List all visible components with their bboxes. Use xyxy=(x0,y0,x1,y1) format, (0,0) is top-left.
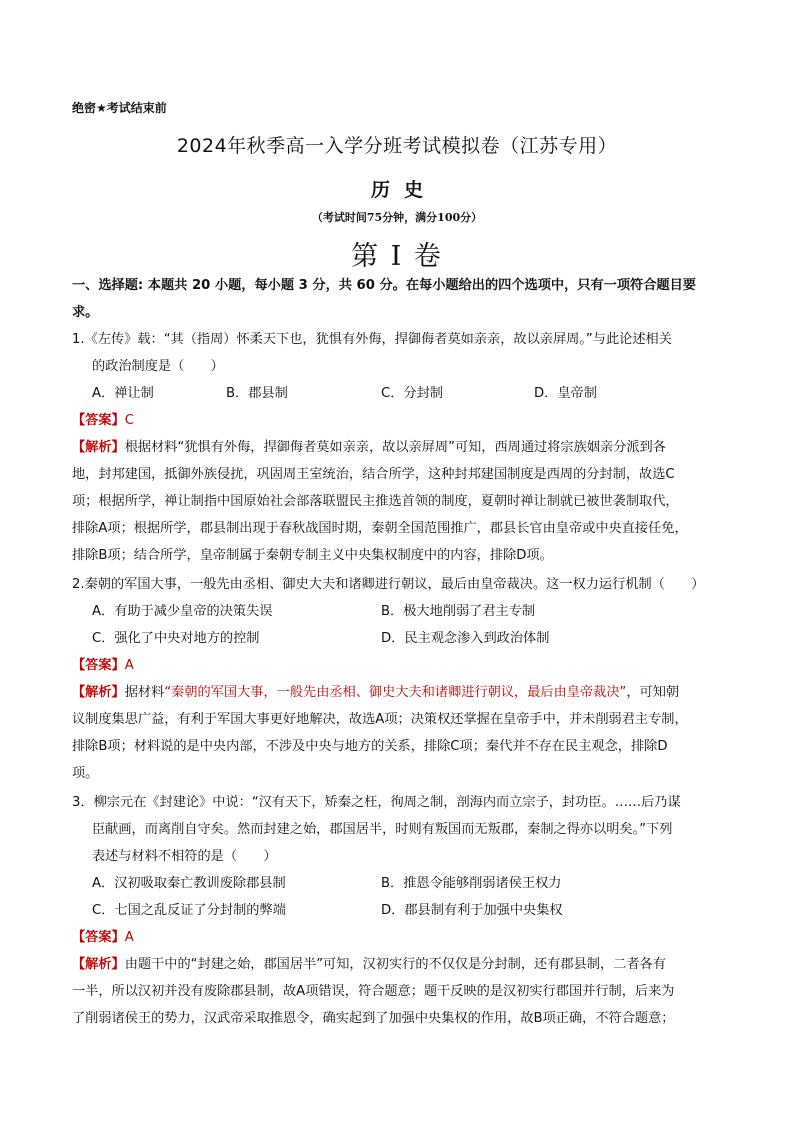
analysis-label: 【解析】 xyxy=(72,957,125,972)
q2-option-b: B．极大地削弱了君主专制 xyxy=(381,604,536,619)
q1-analysis-line4: 排除A项；根据所学，郡县制出现于春秋战国时期，秦朝全国范围推广，郡县长官由皇帝或中央直接任免， xyxy=(72,521,688,536)
q3-stem-line1: 3．柳宗元在《封建论》中说：“汉有天下，矫秦之枉，徇周之制，剖海内而立宗子，封功臣。……后乃谋 xyxy=(72,795,681,810)
analysis-suffix: ，可知朝 xyxy=(626,685,680,700)
volume-heading: 第 I 卷 xyxy=(351,241,443,272)
q3-stem-line3: 表述与材料不相符的是（ ） xyxy=(92,849,277,864)
answer-value: C xyxy=(124,413,134,428)
time-info: （考试时间75分钟，满分100分） xyxy=(311,211,483,224)
answer-value: A xyxy=(124,658,134,673)
q3-analysis-line1 xyxy=(72,956,666,974)
q1-option-a: A．禅让制 xyxy=(92,386,154,401)
q1-option-d: D．皇帝制 xyxy=(534,386,597,401)
section-instructions-line2: 求。 xyxy=(72,305,99,320)
q3-option-b: B．推恩令能够削弱诸侯王权力 xyxy=(381,876,562,891)
answer-label: 【答案】 xyxy=(72,658,125,673)
analysis-quote: “秦朝的军国大事，一般先由丞相、御史大夫和诸卿进行朝议，最后由皇帝裁决” xyxy=(164,685,627,700)
q1-analysis-line3: 项；根据所学，禅让制指中国原始社会部落联盟民主推选首领的制度，夏朝时禅让制就已被世袭制取代， xyxy=(72,494,679,509)
analysis-text: 由题干中的“封建之始，郡国居半”可知，汉初实行的不仅仅是分封制，还有郡县制，二者各有 xyxy=(124,957,666,972)
q2-option-d: D．民主观念渗入到政治体制 xyxy=(381,631,550,646)
q1-answer xyxy=(72,412,134,430)
answer-label: 【答案】 xyxy=(72,413,125,428)
q2-analysis-line2: 议制度集思广益，有利于军国大事更好地解决，故选A项；决策权还掌握在皇帝手中，并未削弱君主专制， xyxy=(72,712,688,727)
q2-analysis-line1 xyxy=(72,684,679,702)
q1-analysis-line1 xyxy=(72,439,666,457)
secret-mark: 绝密★考试结束前 xyxy=(72,101,167,115)
q3-answer xyxy=(72,929,134,947)
q3-analysis-line3: 了削弱诸侯王的势力，汉武帝采取推恩令，确实起到了加强中央集权的作用，故B项正确，不符合题意； xyxy=(72,1011,675,1026)
q1-stem-line2: 的政治制度是（ ） xyxy=(92,359,224,374)
exam-title: 2024年秋季高一入学分班考试模拟卷（江苏专用） xyxy=(176,135,618,157)
q1-analysis-line5: 排除B项；结合所学，皇帝制属于秦朝专制主义中央集权制度中的内容，排除D项。 xyxy=(72,548,553,563)
q1-option-b: B．郡县制 xyxy=(226,386,288,401)
q1-option-c: C．分封制 xyxy=(381,386,443,401)
q2-analysis-line3: 排除B项；材料说的是中央内部，不涉及中央与地方的关系，排除C项；秦代并不存在民主观念，排除D xyxy=(72,739,668,754)
q3-stem-line2: 臣献画，而离削自守矣。然而封建之始，郡国居半，时则有叛国而无叛郡，秦制之得亦以明矣。”下列 xyxy=(92,822,673,837)
q3-option-d: D．郡县制有利于加强中央集权 xyxy=(381,903,563,918)
analysis-prefix: 据材料 xyxy=(124,685,165,700)
q2-stem-line1: 2.秦朝的军国大事，一般先由丞相、御史大夫和诸卿进行朝议，最后由皇帝裁决。这一权力运行机制（ ） xyxy=(72,577,705,592)
q3-option-c: C．七国之乱反证了分封制的弊端 xyxy=(92,903,286,918)
q2-answer xyxy=(72,657,134,675)
answer-value: A xyxy=(124,930,134,945)
analysis-label: 【解析】 xyxy=(72,685,125,700)
analysis-text: 根据材料“犹惧有外侮，捍御侮者莫如亲亲，故以亲屏周”可知，西周通过将宗族姻亲分派到各 xyxy=(124,440,666,455)
q1-analysis-line2: 地，封邦建国，抵御外族侵扰，巩固周王室统治，结合所学，这种封邦建国制度是西周的分封制，故选C xyxy=(72,467,675,482)
q3-option-a: A．汉初吸取秦亡教训废除郡县制 xyxy=(92,876,286,891)
subject-title: 历史 xyxy=(370,179,437,201)
analysis-label: 【解析】 xyxy=(72,440,125,455)
q2-analysis-line4: 项。 xyxy=(72,766,99,781)
q3-analysis-line2: 一半，所以汉初并没有废除郡县制，故A项错误，符合题意；题干反映的是汉初实行郡国并行制，后来为 xyxy=(72,984,675,999)
q2-option-c: C．强化了中央对地方的控制 xyxy=(92,631,260,646)
q1-stem-line1: 1.《左传》载：“其（指周）怀柔天下也，犹惧有外侮，捍御侮者莫如亲亲，故以亲屏周。”与此论述相关 xyxy=(72,332,672,347)
section-instructions-line1: 一、选择题: 本题共 20 小题，每小题 3 分，共 60 分。在每小题给出的四个选项中，只有一项符合题目要 xyxy=(72,278,696,293)
q2-option-a: A．有助于减少皇帝的决策失误 xyxy=(92,604,273,619)
answer-label: 【答案】 xyxy=(72,930,125,945)
